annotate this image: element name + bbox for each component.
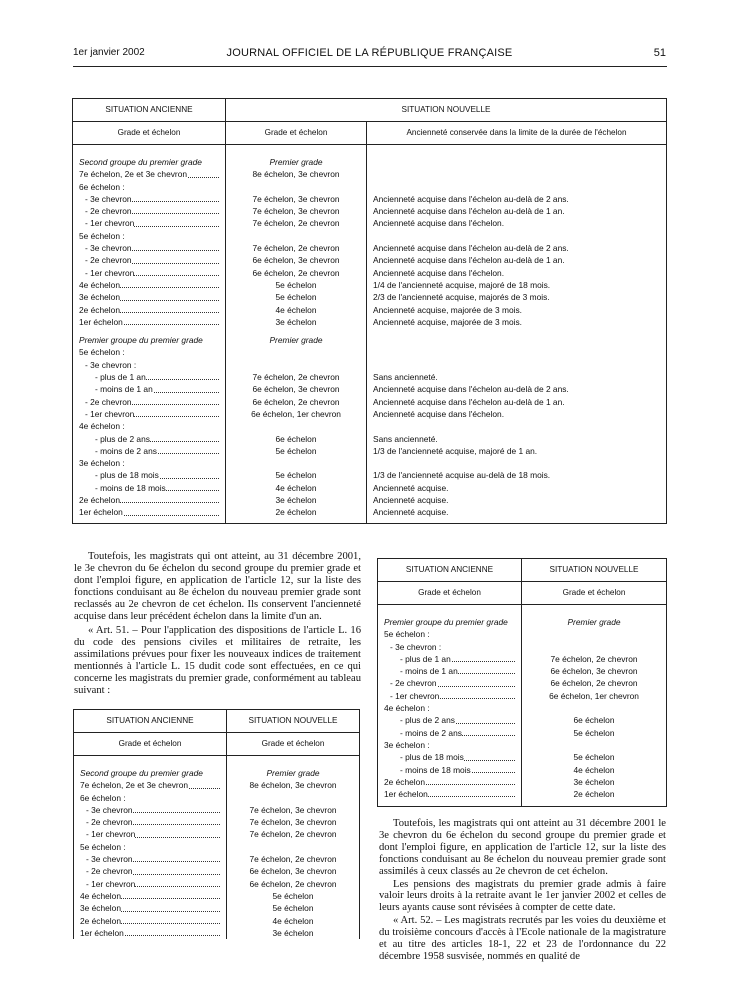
t1-new-cell: 6e échelon, 3e chevron (252, 255, 340, 266)
t2-old-label: - 3e chevron (80, 854, 133, 864)
t1-new-cell: 7e échelon, 2e chevron (252, 243, 340, 254)
t2-new-cell (227, 841, 359, 853)
t1-anciennete-cell: 1/4 de l'ancienneté acquise, majoré de 18 mois. (373, 279, 551, 290)
t1-new-cell: 6e échelon, 1er chevron (251, 408, 341, 419)
t1-old-label: 3e échelon : (79, 458, 125, 469)
t2-old-label: 4e échelon (80, 890, 121, 901)
t3-new-cell (522, 739, 666, 751)
t1-old-cell (73, 371, 225, 383)
t1-old-cell (73, 457, 225, 469)
t1-new-cell: 7e échelon, 2e chevron (252, 372, 340, 383)
t1-anciennete-cell (367, 457, 666, 469)
t1-old-cell (73, 445, 225, 457)
t1-old-cell (73, 334, 225, 346)
t2-header-old: SITUATION ANCIENNE (74, 710, 227, 733)
t1-old-cell (73, 396, 225, 408)
t1-anciennete-cell (367, 420, 666, 432)
t1-old-cell (73, 346, 225, 358)
t1-old-cell (73, 254, 225, 266)
t3-old-label: 1er échelon (384, 789, 428, 800)
right-paragraph-art52: « Art. 52. – Les magistrats recrutés par les voies du deuxième et du troisième concours d'accès à l'Ecole nationale de la magistrature et au titre des articles 18-1, 22 et 23 de l'ordonnance du 22 décembre 1958 susvisée, nommés en qualité de (379, 915, 666, 962)
t1-new-cell: 6e échelon, 3e chevron (252, 384, 340, 395)
t1-new-cell (226, 359, 366, 371)
t1-old-label: 2e échelon (79, 495, 120, 506)
t1-new-cell (226, 230, 366, 242)
pension-assimilation-table-2 (377, 558, 667, 807)
t2-old-label: 1er échelon (80, 927, 124, 938)
t1-old-cell (73, 469, 225, 481)
t3-new-cell: 3e échelon (573, 776, 615, 787)
t1-old-cell (73, 168, 225, 180)
t1-old-label: - 1er chevron (79, 218, 134, 228)
t1-old-label: 5e échelon : (79, 230, 125, 241)
t1-new-cell: 5e échelon (275, 292, 317, 303)
t1-new-cell: Premier grade (269, 335, 323, 346)
t3-old-cell (378, 702, 521, 714)
t3-new-cell: 6e échelon, 1er chevron (549, 690, 639, 701)
left-paragraph-art51: « Art. 51. – Pour l'application des dispositions de l'article L. 16 du code des pensions civiles et militaires de retraite, les assimilations prévues pour fixer les nouveaux indices de traitement mentionnés à l'article L. 15 dudit code sont effectuées, en ce qui concerne les magistrats du premier grade, conformément au tableau suivant : (74, 625, 361, 696)
t3-header-grade-new: Grade et échelon (522, 582, 667, 605)
t2-old-cell (74, 816, 226, 828)
t2-old-cell (74, 878, 226, 890)
t1-col-new (226, 145, 367, 524)
t1-old-label: - moins de 18 mois (79, 483, 166, 493)
t3-old-cell (378, 727, 521, 739)
t2-old-label: 2e échelon (80, 915, 121, 926)
t1-old-cell (73, 316, 225, 328)
t1-old-cell (73, 359, 225, 371)
t1-new-cell: 8e échelon, 3e chevron (252, 169, 340, 180)
t2-old-cell (74, 767, 226, 779)
t3-new-cell (522, 702, 666, 714)
t1-anciennete-cell: Ancienneté acquise dans l'échelon au-delà de 2 ans. (373, 193, 569, 204)
t2-old-label: 7e échelon, 2e et 3e chevron (80, 780, 189, 791)
t1-old-label: 4e échelon : (79, 421, 125, 432)
t2-old-label: - 1er chevron (80, 879, 135, 889)
t3-col-old (378, 605, 522, 807)
t2-old-cell (74, 841, 226, 853)
t2-old-label: - 2e chevron (80, 866, 133, 876)
t1-new-cell (226, 457, 366, 469)
t1-old-cell (73, 193, 225, 205)
t1-header-grade-new: Grade et échelon (226, 122, 367, 145)
t2-header-grade-old: Grade et échelon (74, 733, 227, 756)
t3-old-label: 4e échelon : (384, 703, 430, 714)
t2-new-cell: 8e échelon, 3e chevron (249, 780, 337, 791)
header-page-number: 51 (653, 47, 666, 59)
t1-old-label: - moins de 1 an (79, 384, 153, 394)
t3-old-cell (378, 628, 521, 640)
t1-anciennete-cell (367, 230, 666, 242)
t2-new-cell: 5e échelon (272, 890, 314, 901)
right-paragraph-1: Toutefois, les magistrats qui ont atteint au 31 décembre 2001 le 3e chevron du 6e échelon du second groupe du premier grade et dont l'emploi figure, en application de l'article 12, sur la liste des fonctions conduisant au 8e échelon du nouveau premier grade sont assimilés à ceux classés au 2e chevron de cet échelon. (379, 818, 666, 877)
t1-old-label: 2e échelon (79, 304, 120, 315)
t2-new-cell: 3e échelon (272, 927, 314, 938)
t1-header-new: SITUATION NOUVELLE (226, 99, 667, 122)
t1-old-cell (73, 506, 225, 518)
left-paragraph-1: Toutefois, les magistrats qui ont atteint, au 31 décembre 2001, le 3e chevron du 6e échelon du second groupe du premier grade et dont l'emploi figure, en application de l'article 12, sur la liste des fonctions conduisant au 8e échelon du nouveau premier grade sont reclassés au 2e chevron de cet échelon. Ils conservent l'ancienneté acquise dans leur précédent échelon dans la limite d'un an. (74, 551, 361, 622)
t2-old-label: - 2e chevron (80, 817, 133, 827)
t1-old-cell (73, 494, 225, 506)
t3-new-cell (522, 641, 666, 653)
t2-col-old (74, 756, 227, 940)
t3-header-grade-old: Grade et échelon (378, 582, 522, 605)
right-text-block (379, 818, 666, 963)
t1-anciennete-cell: 1/3 de l'ancienneté acquise, majoré de 1 an. (373, 445, 538, 456)
t2-new-cell: 5e échelon (272, 903, 314, 914)
t3-new-cell: 6e échelon (573, 715, 615, 726)
t3-old-label: - plus de 1 an (384, 654, 451, 664)
t1-anciennete-cell (367, 168, 666, 180)
t1-new-cell (226, 420, 366, 432)
t1-anciennete-cell: Ancienneté acquise, majorée de 3 mois. (373, 304, 522, 315)
t1-old-label: 4e échelon (79, 279, 120, 290)
t2-new-cell: 7e échelon, 3e chevron (249, 804, 337, 815)
t1-new-cell: 5e échelon (275, 279, 317, 290)
t1-old-label: 3e échelon (79, 292, 120, 303)
t1-new-cell: 7e échelon, 3e chevron (252, 206, 340, 217)
t2-old-cell (74, 853, 226, 865)
t2-old-label: 3e échelon (80, 903, 121, 914)
t1-new-cell: 7e échelon, 3e chevron (252, 193, 340, 204)
t3-old-label: 2e échelon (384, 776, 425, 787)
t1-old-label: Premier groupe du premier grade (79, 335, 203, 346)
t1-anciennete-cell (367, 359, 666, 371)
t3-new-cell: 6e échelon, 2e chevron (550, 678, 638, 689)
t3-new-cell: 4e échelon (573, 764, 615, 775)
t2-old-cell (74, 890, 226, 902)
t2-new-cell: 7e échelon, 3e chevron (249, 817, 337, 828)
t1-old-label: - 1er chevron (79, 268, 134, 278)
t3-old-cell (378, 739, 521, 751)
t3-new-cell (522, 628, 666, 640)
t3-old-cell (378, 653, 521, 665)
t1-old-label: - 2e chevron (79, 206, 132, 216)
t1-old-cell (73, 304, 225, 316)
t3-old-label: - moins de 1 an (384, 666, 458, 676)
t3-old-cell (378, 616, 521, 628)
t1-new-cell: 6e échelon, 2e chevron (252, 396, 340, 407)
t2-header-new: SITUATION NOUVELLE (227, 710, 360, 733)
t1-anciennete-cell: Ancienneté acquise, majorée de 3 mois. (373, 316, 522, 327)
reclassification-table (72, 98, 667, 524)
t1-new-cell: Premier grade (269, 157, 323, 167)
t1-old-cell (73, 205, 225, 217)
header-rule (73, 66, 667, 67)
t2-old-cell (74, 927, 226, 939)
t3-old-label: - 2e chevron (384, 678, 437, 688)
t2-old-cell (74, 804, 226, 816)
t1-old-label: - plus de 1 an (79, 372, 146, 382)
t2-old-cell (74, 828, 226, 840)
t1-new-cell: 6e échelon (275, 433, 317, 444)
t2-new-cell: 7e échelon, 2e chevron (249, 854, 337, 865)
t1-old-label: 6e échelon : (79, 181, 125, 192)
t1-new-cell: 7e échelon, 2e chevron (252, 218, 340, 229)
t1-anciennete-cell (367, 181, 666, 193)
t1-anciennete-cell: 1/3 de l'ancienneté acquise au-delà de 18 mois. (373, 470, 551, 481)
t1-anciennete-cell: Ancienneté acquise dans l'échelon au-delà de 1 an. (373, 206, 565, 217)
t2-old-label: - 3e chevron (80, 805, 133, 815)
t3-header-new: SITUATION NOUVELLE (522, 559, 667, 582)
t3-old-label: - moins de 2 ans (384, 728, 462, 738)
t1-old-cell (73, 242, 225, 254)
t1-old-label: - 1er chevron (79, 409, 134, 419)
t1-old-cell (73, 383, 225, 395)
t3-old-label: - plus de 2 ans (384, 715, 455, 725)
t1-anciennete-cell: Ancienneté acquise dans l'échelon au-delà de 2 ans. (373, 243, 569, 254)
t3-new-cell: Premier grade (567, 617, 621, 627)
t1-old-cell (73, 217, 225, 229)
t2-old-cell (74, 779, 226, 791)
t1-new-cell: 2e échelon (275, 507, 317, 518)
t2-new-cell: 7e échelon, 2e chevron (249, 829, 337, 840)
t1-anciennete-cell: Ancienneté acquise dans l'échelon. (373, 267, 505, 278)
t1-old-label: 1er échelon (79, 507, 123, 518)
t3-old-cell (378, 677, 521, 689)
t1-anciennete-cell (367, 156, 666, 168)
t1-new-cell: 3e échelon (275, 495, 317, 506)
t1-col-old (73, 145, 226, 524)
t1-anciennete-cell: Sans ancienneté. (373, 433, 438, 444)
t1-old-cell (73, 181, 225, 193)
t1-old-cell (73, 433, 225, 445)
t1-col-anciennete (367, 145, 667, 524)
t1-new-cell: 4e échelon (275, 482, 317, 493)
t3-new-cell: 2e échelon (573, 789, 615, 800)
page-header (73, 47, 666, 61)
t1-anciennete-cell: Ancienneté acquise dans l'échelon au-delà de 1 an. (373, 255, 565, 266)
t3-old-label: - plus de 18 mois (384, 752, 464, 762)
t3-new-cell: 5e échelon (573, 752, 615, 763)
t3-new-cell: 7e échelon, 2e chevron (550, 653, 638, 664)
t2-new-cell: 4e échelon (272, 915, 314, 926)
t1-old-cell (73, 230, 225, 242)
t3-old-label: 3e échelon : (384, 739, 430, 750)
t1-old-cell (73, 279, 225, 291)
t2-old-cell (74, 915, 226, 927)
t1-old-label: - plus de 2 ans (79, 434, 150, 444)
left-text-block (74, 551, 361, 697)
t2-new-cell: Premier grade (266, 768, 320, 778)
t1-old-cell (73, 156, 225, 168)
t3-old-label: - moins de 18 mois (384, 765, 471, 775)
t3-old-cell (378, 788, 521, 800)
t1-old-cell (73, 482, 225, 494)
t2-old-label: Second groupe du premier grade (80, 768, 203, 778)
t3-old-cell (378, 641, 521, 653)
t1-old-label: - 3e chevron : (79, 360, 136, 370)
t1-anciennete-cell: Ancienneté acquise dans l'échelon. (373, 218, 505, 229)
t1-anciennete-cell: Ancienneté acquise. (373, 507, 449, 518)
t3-header-old: SITUATION ANCIENNE (378, 559, 522, 582)
t1-old-cell (73, 408, 225, 420)
t1-new-cell: 5e échelon (275, 445, 317, 456)
t1-old-label: 1er échelon (79, 316, 123, 327)
t3-old-cell (378, 764, 521, 776)
t1-old-label: - 3e chevron (79, 194, 132, 204)
t1-old-label: 7e échelon, 2e et 3e chevron (79, 169, 188, 180)
t1-new-cell: 4e échelon (275, 304, 317, 315)
t1-header-grade-old: Grade et échelon (73, 122, 226, 145)
t1-old-label: - 2e chevron (79, 397, 132, 407)
t1-anciennete-cell: Ancienneté acquise dans l'échelon au-delà de 2 ans. (373, 384, 569, 395)
t1-anciennete-cell: Sans ancienneté. (373, 372, 438, 383)
t1-anciennete-cell: Ancienneté acquise dans l'échelon au-delà de 1 an. (373, 396, 565, 407)
t1-old-label: 5e échelon : (79, 347, 125, 358)
pension-assimilation-table-1 (73, 709, 360, 939)
t2-new-cell: 6e échelon, 3e chevron (249, 866, 337, 877)
t3-old-label: 5e échelon : (384, 629, 430, 640)
t3-old-label: Premier groupe du premier grade (384, 617, 508, 627)
t1-header-anciennete: Ancienneté conservée dans la limite de la durée de l'échelon (367, 122, 667, 145)
t2-new-cell: 6e échelon, 2e chevron (249, 878, 337, 889)
t1-old-label: Second groupe du premier grade (79, 157, 202, 167)
t2-old-cell (74, 865, 226, 877)
t1-old-label: - moins de 2 ans (79, 446, 157, 456)
t2-old-cell (74, 902, 226, 914)
t1-anciennete-cell: Ancienneté acquise. (373, 495, 449, 506)
t3-old-label: - 3e chevron : (384, 642, 441, 652)
right-paragraph-2: Les pensions des magistrats du premier grade admis à faire valoir leurs droits à la retraite avant le 1er janvier 2002 et celles de leurs ayants cause sont révisées à compter de cette date. (379, 878, 666, 914)
header-journal-title: JOURNAL OFFICIEL DE LA RÉPUBLIQUE FRANÇAISE (226, 47, 513, 59)
t3-old-cell (378, 690, 521, 702)
t1-old-label: - plus de 18 mois (79, 470, 159, 480)
t1-anciennete-cell (367, 334, 666, 346)
t1-new-cell: 6e échelon, 2e chevron (252, 267, 340, 278)
t1-old-cell (73, 267, 225, 279)
t1-anciennete-cell (367, 346, 666, 358)
t2-col-new (227, 756, 360, 940)
t3-new-cell: 6e échelon, 3e chevron (550, 666, 638, 677)
t1-header-old: SITUATION ANCIENNE (73, 99, 226, 122)
t3-col-new (522, 605, 667, 807)
t3-old-cell (378, 714, 521, 726)
t1-new-cell (226, 181, 366, 193)
t1-old-label: - 3e chevron (79, 243, 132, 253)
t3-old-label: - 1er chevron (384, 691, 439, 701)
t1-anciennete-cell: Ancienneté acquise. (373, 482, 449, 493)
t1-new-cell (226, 346, 366, 358)
t2-old-label: 6e échelon : (80, 792, 126, 803)
header-date: 1er janvier 2002 (73, 47, 145, 58)
t3-old-cell (378, 776, 521, 788)
t2-new-cell (227, 792, 359, 804)
t2-old-label: 5e échelon : (80, 841, 126, 852)
t1-old-label: - 2e chevron (79, 255, 132, 265)
t1-old-cell (73, 291, 225, 303)
t1-anciennete-cell: Ancienneté acquise dans l'échelon. (373, 408, 505, 419)
t2-old-label: - 1er chevron (80, 829, 135, 839)
t1-old-cell (73, 420, 225, 432)
t2-old-cell (74, 792, 226, 804)
t3-old-cell (378, 751, 521, 763)
t2-header-grade-new: Grade et échelon (227, 733, 360, 756)
t1-new-cell: 3e échelon (275, 316, 317, 327)
t3-old-cell (378, 665, 521, 677)
t1-new-cell: 5e échelon (275, 470, 317, 481)
t1-anciennete-cell: 2/3 de l'ancienneté acquise, majorés de 3 mois. (373, 292, 550, 303)
t3-new-cell: 5e échelon (573, 727, 615, 738)
